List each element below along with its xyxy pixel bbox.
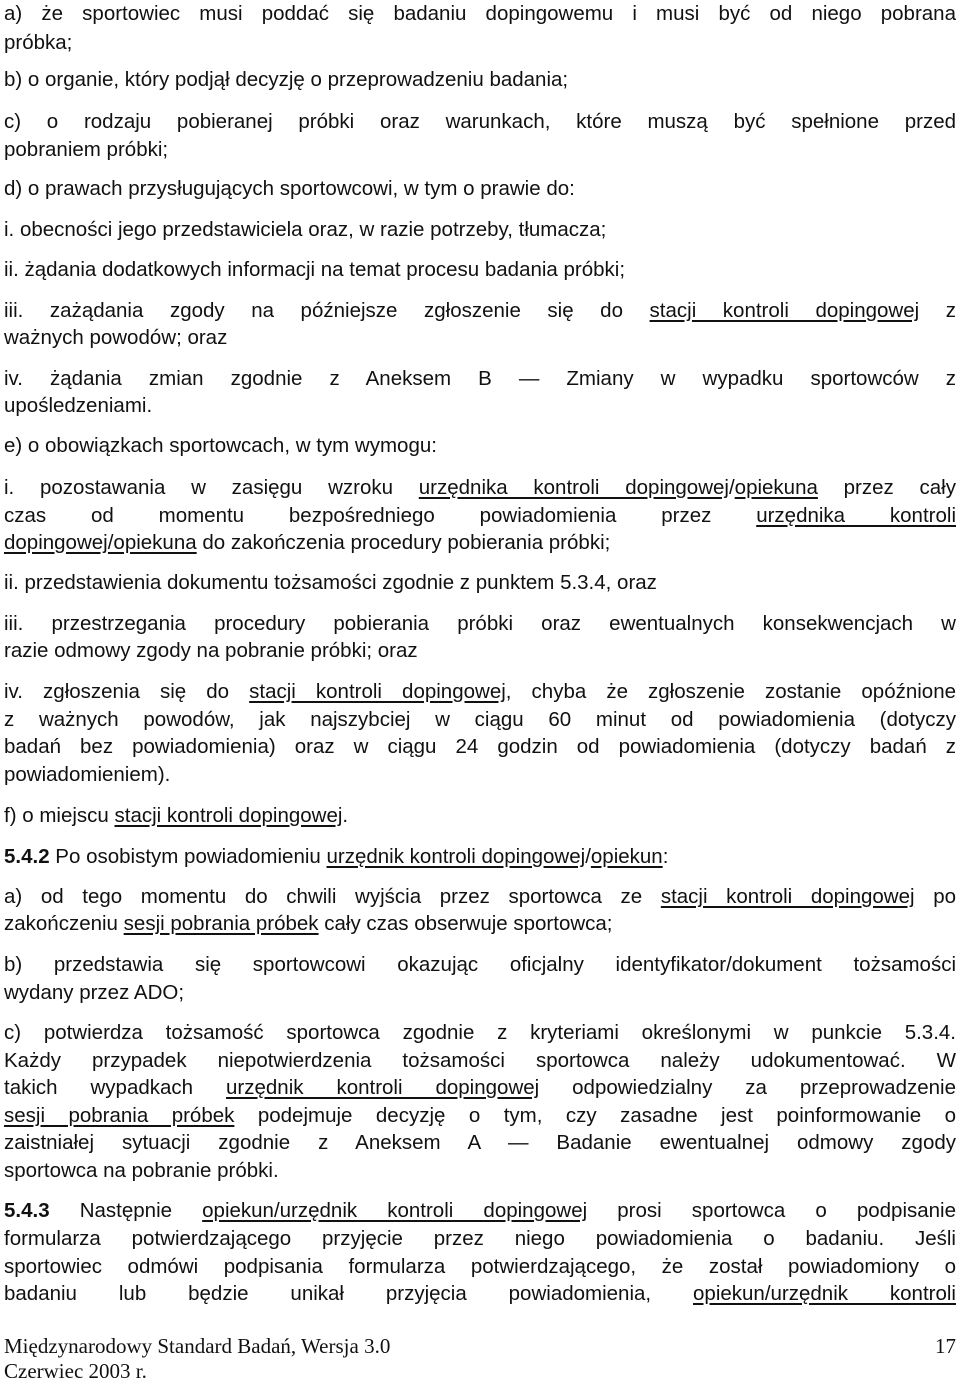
term-link: stacji kontroli dopingowej bbox=[114, 804, 343, 827]
text-line: ii. żądania dodatkowych informacji na temat procesu badania próbki; bbox=[4, 258, 626, 281]
text-line: b) przedstawia się sportowcowi okazując oficjalny identyfikator/dokument tożsamości bbox=[4, 953, 956, 976]
text-line: a) od tego momentu do chwili wyjścia przez sportowca ze stacji kontroli dopingowej po bbox=[4, 885, 957, 908]
term-link: dopingowej/opiekuna bbox=[4, 531, 197, 554]
text-line: sportowiec odmówi podpisania formularza potwierdzającego, że został powiadomiony o bbox=[4, 1255, 956, 1278]
section-heading: 5.4.2 Po osobistym powiadomieniu urzędnik kontroli dopingowej/opiekun: bbox=[4, 845, 669, 868]
text-line: f) o miejscu stacji kontroli dopingowej. bbox=[4, 804, 349, 827]
text-line: i. pozostawania w zasięgu wzroku urzędnika kontroli dopingowej/opiekuna przez cały bbox=[4, 476, 956, 499]
text-line: i. obecności jego przedstawiciela oraz, w razie potrzeby, tłumacza; bbox=[4, 218, 607, 241]
term-link: urzędnika kontroli dopingowej bbox=[418, 476, 729, 499]
text-line: razie odmowy zgody na pobranie próbki; oraz bbox=[4, 639, 418, 662]
footer-title: Międzynarodowy Standard Badań, Wersja 3.0 bbox=[4, 1334, 391, 1358]
section-heading: 5.4.3 Następnie opiekun/urzędnik kontroli dopingowej prosi sportowca o podpisanie bbox=[4, 1199, 957, 1222]
text-line: e) o obowiązkach sportowcach, w tym wymogu: bbox=[4, 434, 437, 457]
text-line: sesji pobrania próbek podejmuje decyzję o tym, czy zasadne jest poinformowanie o bbox=[4, 1104, 956, 1127]
text-line: b) o organie, który podjął decyzję o przeprowadzeniu badania; bbox=[4, 68, 569, 91]
text-line: pobraniem próbki; bbox=[4, 138, 169, 161]
text-line: upośledzeniami. bbox=[4, 394, 153, 417]
text-line: takich wypadkach urzędnik kontroli dopingowej odpowiedzialny za przeprowadzenie bbox=[4, 1076, 956, 1099]
text-line: ważnych powodów; oraz bbox=[4, 326, 228, 349]
text-line: c) o rodzaju pobieranej próbki oraz warunkach, które muszą być spełnione przed bbox=[4, 110, 956, 133]
text-line: badań bez powiadomienia) oraz w ciągu 24 godzin od powiadomienia (dotyczy badań z bbox=[4, 735, 956, 758]
text-line: c) potwierdza tożsamość sportowca zgodnie z kryteriami określonymi w punkcie 5.3.4. bbox=[4, 1021, 956, 1044]
term-link: opiekuna bbox=[734, 476, 818, 499]
text-line: badaniu lub będzie unikał przyjęcia powiadomienia, opiekun/urzędnik kontroli bbox=[4, 1282, 956, 1305]
text-line: a) że sportowiec musi poddać się badaniu dopingowemu i musi być od niego pobrana bbox=[4, 2, 956, 25]
term-link: sesji pobrania próbek bbox=[123, 912, 319, 935]
text-line: iv. zgłoszenia się do stacji kontroli dopingowej, chyba że zgłoszenie zostanie opóźnione bbox=[4, 680, 957, 703]
term-link: urzędnika kontroli bbox=[756, 504, 956, 527]
text-line: formularza potwierdzającego przyjęcie przez niego powiadomienia o badaniu. Jeśli bbox=[4, 1227, 956, 1250]
term-link: urzędnik kontroli dopingowej bbox=[226, 1076, 540, 1099]
term-link: opiekun/urzędnik kontroli bbox=[693, 1282, 956, 1305]
section-number: 5.4.3 bbox=[4, 1199, 50, 1222]
text-line: zaistniałej sytuacji zgodnie z Aneksem A — Badanie ewentualnej odmowy zgody bbox=[4, 1131, 956, 1154]
term-link: sesji pobrania próbek bbox=[4, 1104, 235, 1127]
text-line: czas od momentu bezpośredniego powiadomienia przez urzędnika kontroli bbox=[4, 504, 956, 527]
term-link: opiekun bbox=[590, 845, 663, 868]
text-line: wydany przez ADO; bbox=[4, 981, 185, 1004]
page-number: 17 bbox=[935, 1334, 956, 1358]
term-link: urzędnik kontroli dopingowej bbox=[326, 845, 586, 868]
text-line: próbka; bbox=[4, 31, 73, 54]
text-line: sportowca na pobranie próbki. bbox=[4, 1159, 279, 1182]
text-line: Każdy przypadek niepotwierdzenia tożsamości sportowca należy udokumentować. W bbox=[4, 1049, 956, 1072]
text-line: iv. żądania zmian zgodnie z Aneksem B — Zmiany w wypadku sportowców z bbox=[4, 367, 956, 390]
term-link: stacji kontroli dopingowej bbox=[649, 299, 920, 322]
section-number: 5.4.2 bbox=[4, 845, 50, 868]
term-link: opiekun/urzędnik kontroli dopingowej bbox=[202, 1199, 588, 1222]
text-line: d) o prawach przysługujących sportowcowi, w tym o prawie do: bbox=[4, 177, 575, 200]
text-line: ii. przedstawienia dokumentu tożsamości zgodnie z punktem 5.3.4, oraz bbox=[4, 571, 657, 594]
text-line: iii. przestrzegania procedury pobierania próbki oraz ewentualnych konsekwencjach w bbox=[4, 612, 956, 635]
text-line: powiadomieniem). bbox=[4, 763, 171, 786]
term-link: stacji kontroli dopingowej bbox=[660, 885, 915, 908]
text-line: iii. zażądania zgody na późniejsze zgłoszenie się do stacji kontroli dopingowej z bbox=[4, 299, 956, 322]
footer-date: Czerwiec 2003 r. bbox=[4, 1359, 147, 1383]
text-line: dopingowej/opiekuna do zakończenia procedury pobierania próbki; bbox=[4, 531, 611, 554]
term-link: stacji kontroli dopingowej bbox=[249, 680, 506, 703]
text-line: z ważnych powodów, jak najszybciej w ciągu 60 minut od powiadomienia (dotyczy bbox=[4, 708, 956, 731]
text-line: zakończeniu sesji pobrania próbek cały czas obserwuje sportowca; bbox=[4, 912, 613, 935]
